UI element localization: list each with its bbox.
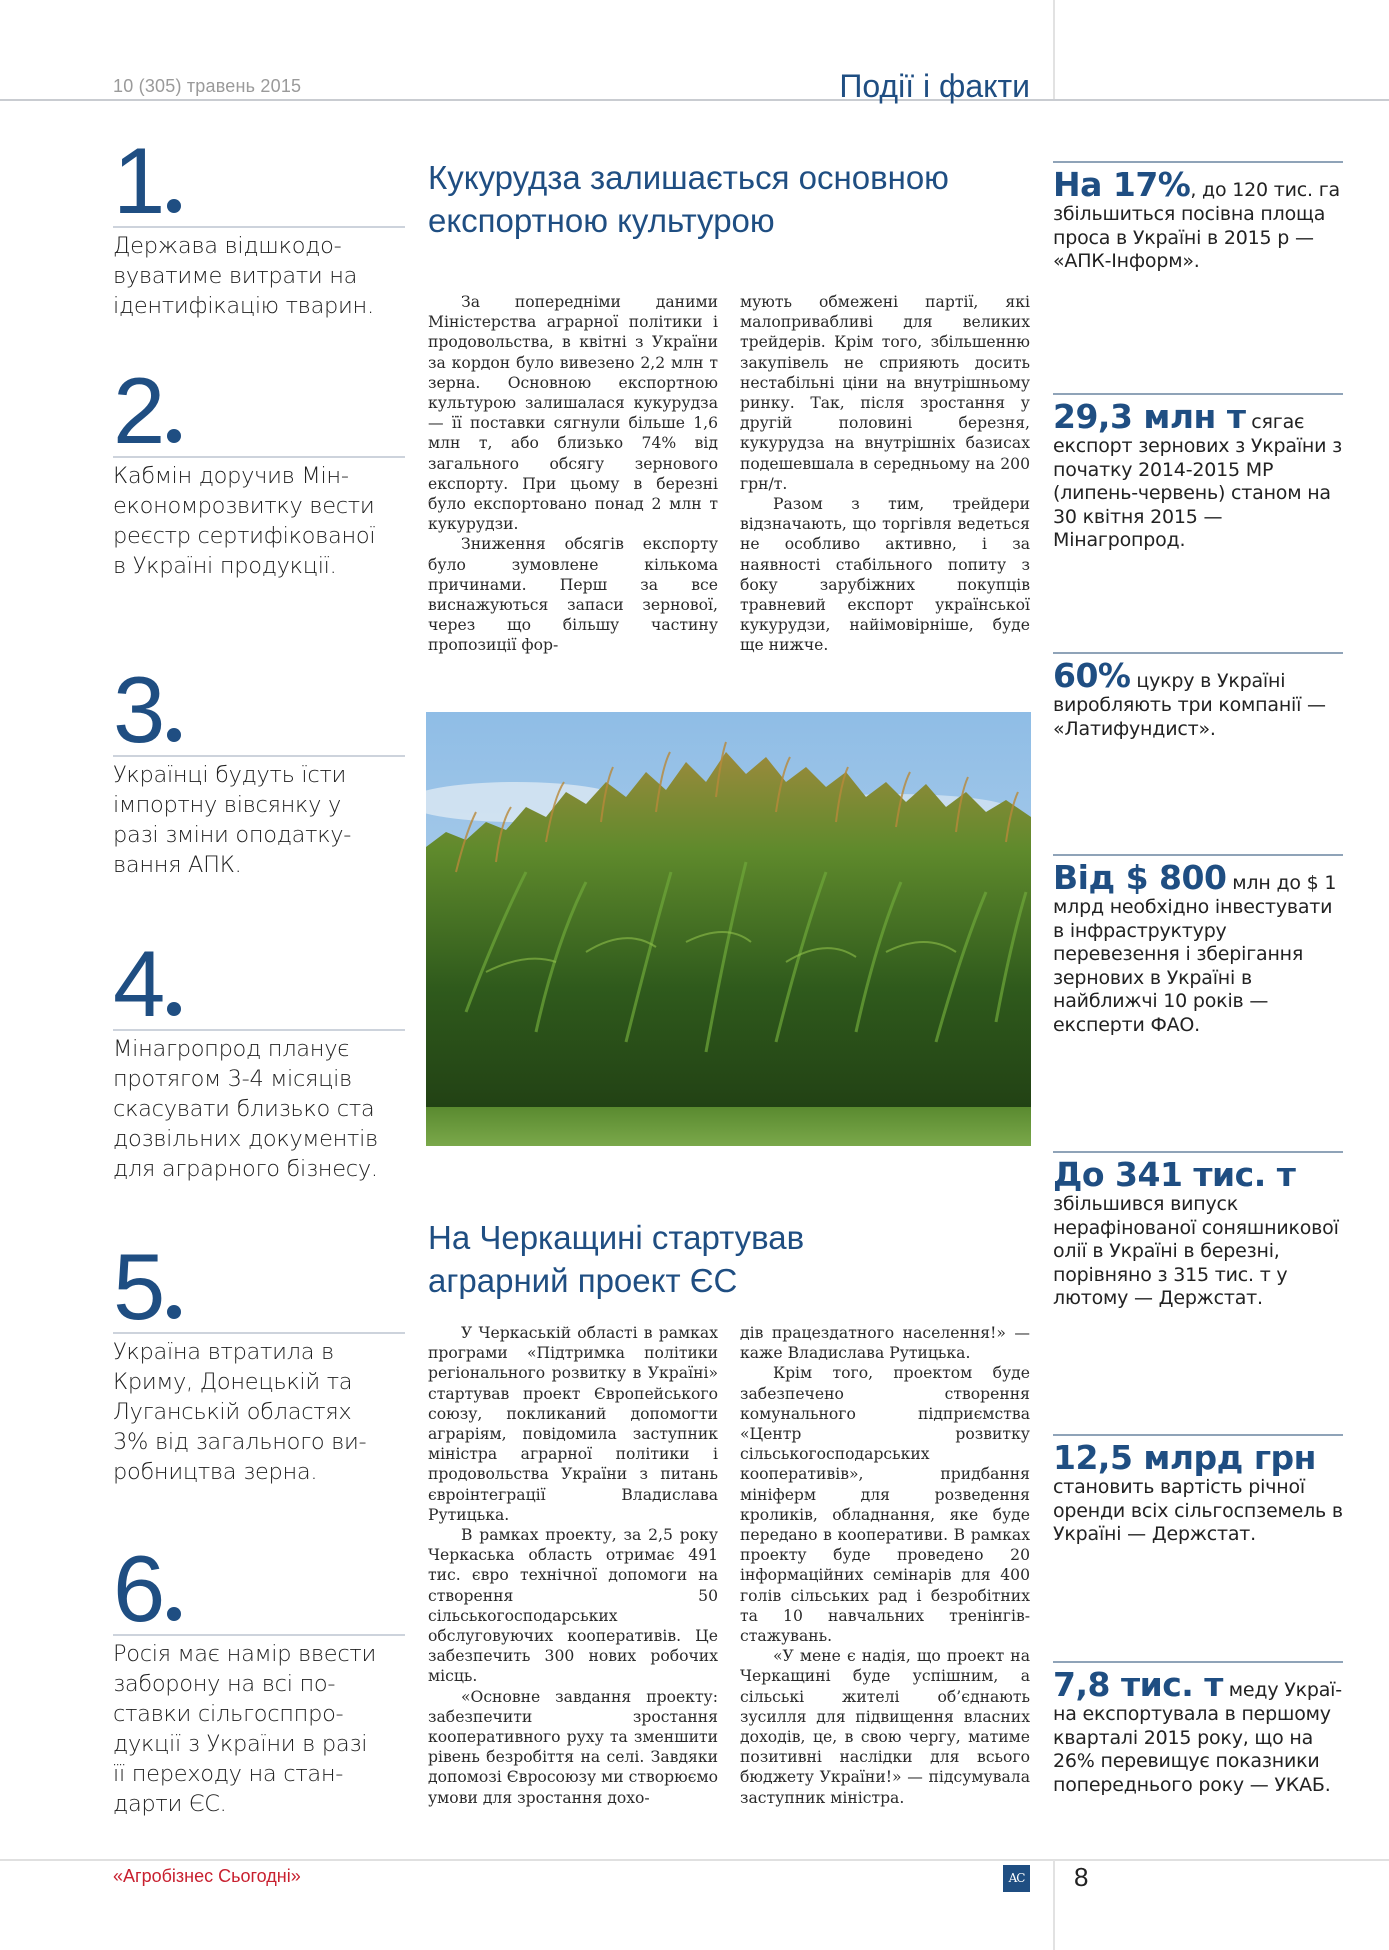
footer-rule: [0, 1859, 1389, 1861]
fact-body: [1053, 1667, 1343, 1797]
fact-item-7: [1053, 1661, 1343, 1797]
paragraph: «У мене є надія, що проект на Черкащині буде успішним, а сільські жителі об’єднають зусилля для підвищення власних доходів, це, в свою чергу, матиме позитивні наслідки для всього бюджету України!» — підсумувала заступник міністра.: [740, 1647, 1030, 1807]
footer-divider-vertical: [1053, 1860, 1055, 1950]
fact-item-1: [1053, 161, 1343, 274]
news-text: Мінагропрод планує протягом 3-4 місяців скасувати близько ста дозвільних документів для аграрного бізнесу.: [113, 1036, 378, 1182]
magazine-logo: AC: [1003, 1865, 1030, 1892]
fact-text: становить вартість річної оренди всіх сільгоспземель в Україні — Держстат.: [1053, 1476, 1343, 1545]
news-number: 6: [113, 1546, 405, 1634]
paragraph: мують обмежені партії, які малопривабливі для великих трейдерів. Крім того, збільшенню закупівель не сприяють досить нестабільні ціни на внутрішньому ринку. Так, після зростання у другій половині березня, кукурудза на внутрішніх базисах подешевшала в середньому на 200 грн/т.: [740, 293, 1030, 493]
news-text: Росія має намір ввести заборону на всі по- ставки сільгосппро- дукції з України в разі її переходу на стан- дарти ЄС.: [113, 1641, 376, 1817]
fact-text: до $ 1 млрд необхідно інвестувати в інфраструктуру перевезення і зберігання зернових в Україні в найближчі 10 років — експерти ФАО.: [1053, 872, 1337, 1036]
fact-text: на експортувала в першому кварталі 2015 року, що на 26% перевищує показники попереднього року — УКАБ.: [1053, 1703, 1331, 1796]
news-text: Кабмін доручив Мін- економрозвитку вести реєстр сертифікованої в Україні продукції.: [113, 463, 376, 579]
paragraph: У Черкаській області в рамках програми «Підтримка політики регіонального розвитку в Україні» стартував проект Європейського союзу, покликаний допомогти аграріям, повідомила заступник міністра аграрної політики і продовольства України з питань євроінтеграції Владислава Рутицька.: [428, 1324, 718, 1524]
fact-rule: [1053, 652, 1343, 654]
fact-body: [1053, 167, 1343, 274]
paragraph: Зниження обсягів експорту було зумовлене кількома причинами. Перш за все виснажуються запаси зернової, через що більшу частину пропозиції фор-: [428, 535, 718, 655]
fact-lead: цукру в Україні: [1130, 670, 1286, 692]
fact-rule: [1053, 393, 1343, 395]
number-dot: [167, 1002, 181, 1016]
paragraph: Разом з тим, трейдери відзначають, що торгівля ведеться не особливо активно, і за наявності стабільного попиту з боку зарубіжних покупців травневий експорт української кукурудзи, найімовірніше, буде ще нижче.: [740, 495, 1030, 655]
news-item-3: [113, 657, 405, 880]
news-text: Українці будуть їсти імпортну вівсянку у разі зміни оподатку- вання АПК.: [113, 762, 352, 878]
fact-body: [1053, 860, 1343, 1037]
news-item-5: [113, 1234, 405, 1487]
news-item-2: [113, 358, 405, 581]
news-text: Україна втратила в Криму, Донецькій та Луганській областях 3% від загального ви- робництва зерна.: [113, 1339, 367, 1485]
fact-rule: [1053, 1434, 1343, 1436]
paragraph: В рамках проекту, за 2,5 року Черкаська область отримає 491 тис. євро технічної допомоги на створення 50 сільськогосподарських обслуговуючих кооперативів. Це забезпечить 300 нових робочих місць.: [428, 1526, 718, 1686]
fact-figure: Від $ 800: [1053, 858, 1227, 897]
news-item-4: [113, 931, 405, 1184]
news-number: 3: [113, 667, 405, 755]
news-number: 2: [113, 368, 405, 456]
article-2-title: На Черкащині стартував аграрний проект ЄС: [428, 1219, 805, 1299]
paragraph: За попередніми даними Міністерства аграрної політики і продовольства, в квітні з України за кордон було вивезено 2,2 млн т зерна. Основною експортною культурою залишалася кукурудза — її поставки сягнули більше 1,6 млн т, або близько 74% від загального обсягу зернового експорту. При цьому в березні було експортовано понад 2 млн т кукурудзи.: [428, 293, 718, 534]
number-dot: [167, 1607, 181, 1621]
fact-item-3: [1053, 652, 1343, 741]
fact-figure: 12,5 млрд грн: [1053, 1438, 1316, 1477]
fact-figure: На 17%: [1053, 165, 1191, 204]
fact-rule: [1053, 161, 1343, 163]
number-dot: [167, 429, 181, 443]
fact-lead: сягає: [1245, 411, 1305, 433]
corn-field-photo: [426, 712, 1031, 1146]
fact-item-2: [1053, 393, 1343, 553]
fact-text: збільшився випуск нерафінованої соняшникової олії в Україні в березні, порівняно з 315 тис. т у лютому — Держстат.: [1053, 1193, 1339, 1309]
header-rule: [0, 99, 1389, 101]
news-text: Держава відшкодо- вуватиме витрати на ідентифікацію тварин.: [113, 233, 374, 319]
article-2-column-2: [740, 1323, 1030, 1808]
section-title: Події і факти: [839, 68, 1030, 104]
number-dot: [167, 1305, 181, 1319]
fact-lead: , до 120 тис.: [1190, 179, 1313, 201]
fact-rule: [1053, 1661, 1343, 1663]
article-2-column-1: [428, 1323, 718, 1808]
paragraph: Крім того, проектом буде забезпечено створення комунального підприємства «Центр розвитку сільськогосподарських кооперативів», придбання мініферм для розведення кроликів, обладнання, яке буде передано в кооперативи. В рамках проекту буде проведено 20 інформаційних семінарів для 400 голів сільських рад і безробітних та 10 навчальних тренінгів-стажувань.: [740, 1364, 1030, 1646]
fact-figure: 7,8 тис. т: [1053, 1665, 1223, 1704]
number-dot: [167, 199, 181, 213]
fact-item-6: [1053, 1434, 1343, 1547]
fact-body: [1053, 658, 1343, 741]
fact-item-5: [1053, 1151, 1343, 1311]
fact-body: [1053, 1157, 1343, 1311]
fact-figure: 60%: [1053, 656, 1131, 695]
fact-text: виробляють три компанії — «Латифундист».: [1053, 694, 1326, 740]
fact-figure: До 341 тис. т: [1053, 1155, 1296, 1194]
fact-text: га збільшиться посівна площа проса в Україні в 2015 р — «АПК-Інформ».: [1053, 179, 1340, 272]
paragraph: «Основне завдання проекту: забезпечити зростання кооперативного руху та зменшити рівень безробіття на селі. Завдяки допомозі Євросоюзу ми створюємо умови для зростання дохо-: [428, 1687, 718, 1807]
news-number: 1: [113, 138, 405, 226]
news-item-6: [113, 1536, 405, 1819]
fact-text: експорт зернових з України з початку 2014-2015 МР (липень-червень) станом на 30 квітня 2015 — Мінагропрод.: [1053, 435, 1343, 551]
fact-item-4: [1053, 854, 1343, 1037]
fact-lead: меду Украї-: [1222, 1679, 1342, 1701]
article-1-title: Кукурудза залишається основною експортною культурою: [428, 159, 949, 239]
paragraph: дів працездатного населення!» — каже Владислава Рутицька.: [740, 1324, 1030, 1363]
header-divider-vertical: [1053, 0, 1055, 100]
fact-figure: 29,3 млн т: [1053, 397, 1246, 436]
magazine-name: «Агробізнес Сьогодні»: [113, 1866, 301, 1886]
fact-rule: [1053, 854, 1343, 856]
news-number: 4: [113, 941, 405, 1029]
page-number: 8: [1074, 1862, 1089, 1892]
news-item-1: [113, 128, 405, 321]
news-number: 5: [113, 1244, 405, 1332]
number-dot: [167, 728, 181, 742]
fact-body: [1053, 399, 1343, 553]
issue-info: 10 (305) травень 2015: [113, 76, 302, 96]
fact-rule: [1053, 1151, 1343, 1153]
fact-body: [1053, 1440, 1343, 1547]
article-1-column-2: [740, 292, 1030, 656]
article-1-column-1: [428, 292, 718, 656]
fact-lead: млн: [1226, 872, 1271, 894]
